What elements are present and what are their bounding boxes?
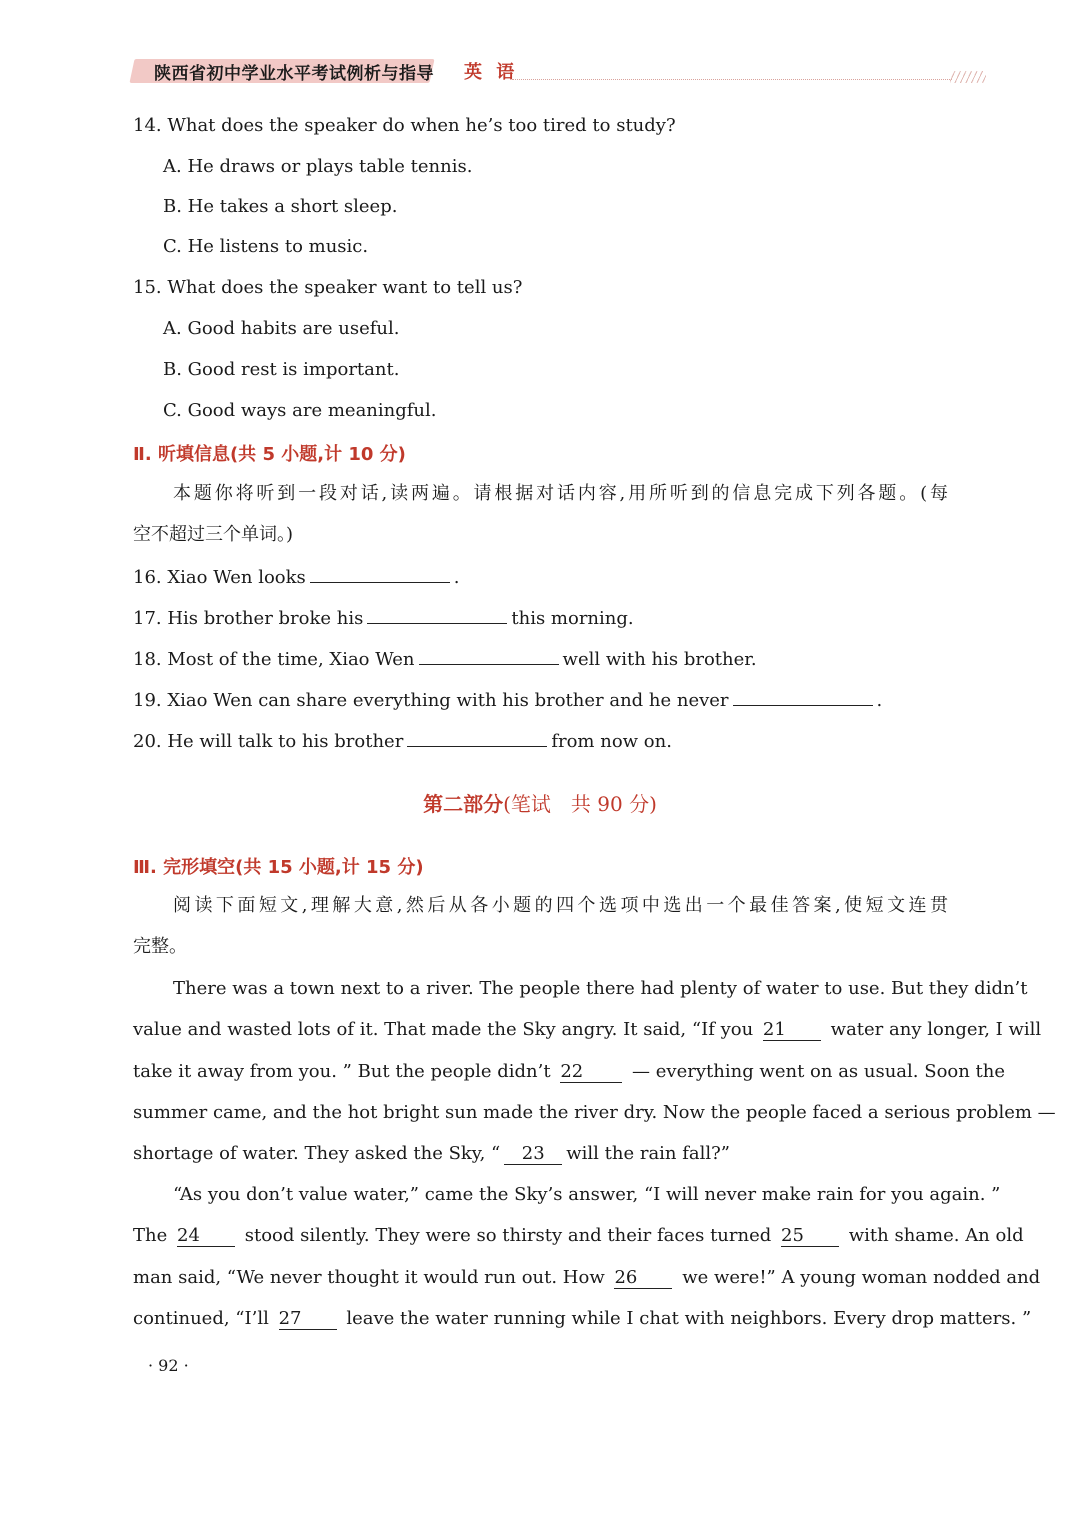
section-2-title: Ⅱ. 听填信息(共 5 小题,计 10 分): [133, 444, 406, 465]
fill-question-18: [133, 646, 757, 672]
question-14-stem: 14. What does the speaker do when he’s too tired to study?: [133, 115, 676, 136]
passage-line-2-b: water any longer, I will: [830, 1019, 1042, 1040]
header-book-title: 陕西省初中学业水平考试例析与指导: [154, 64, 434, 84]
cloze-blank-24[interactable]: 24: [177, 1226, 235, 1247]
question-14-option-b: B. He takes a short sleep.: [163, 196, 398, 217]
passage-line-4: summer came, and the hot bright sun made the river dry. Now the people faced a serious problem —: [133, 1102, 1056, 1123]
fill-question-16: [133, 564, 460, 590]
passage-line-5: [133, 1142, 730, 1166]
fill-19-end: .: [876, 690, 883, 711]
cloze-blank-26[interactable]: 26: [614, 1268, 672, 1289]
fill-18-end: well with his brother.: [562, 649, 757, 670]
fill-question-17: [133, 605, 634, 631]
passage-line-1: There was a town next to a river. The people there had plenty of water to use. But they didn’t: [173, 978, 1028, 999]
passage-line-2-a: value and wasted lots of it. That made the Sky angry. It said, “If you: [133, 1019, 754, 1040]
answer-blank-17[interactable]: [367, 605, 507, 624]
page-header: [132, 57, 852, 85]
section-3-instructions-line-1: 阅读下面短文,理解大意,然后从各小题的四个选项中选出一个最佳答案,使短文连贯: [173, 895, 948, 916]
question-15-stem: 15. What does the speaker want to tell us?: [133, 277, 523, 298]
question-14-option-a: A. He draws or plays table tennis.: [163, 156, 473, 177]
header-hatch-decoration: [950, 71, 986, 83]
fill-17-text: 17. His brother broke his: [133, 608, 364, 629]
passage-line-7-b: stood silently. They were so thirsty and their faces turned: [244, 1225, 772, 1246]
answer-blank-19[interactable]: [733, 687, 873, 706]
fill-question-19: [133, 687, 882, 713]
question-14-option-c: C. He listens to music.: [163, 236, 369, 257]
cloze-blank-27[interactable]: 27: [279, 1309, 337, 1330]
passage-line-9-b: leave the water running while I chat with neighbors. Every drop matters. ”: [346, 1308, 1032, 1329]
passage-line-8: [133, 1266, 1041, 1290]
header-dotted-rule: [512, 79, 952, 80]
passage-line-2: [133, 1018, 1042, 1042]
answer-blank-16[interactable]: [310, 564, 450, 583]
fill-18-text: 18. Most of the time, Xiao Wen: [133, 649, 415, 670]
fill-20-end: from now on.: [551, 731, 672, 752]
passage-line-7: [133, 1224, 1024, 1248]
passage-line-3-a: take it away from you. ” But the people didn’t: [133, 1061, 551, 1082]
fill-16-end: .: [453, 567, 460, 588]
part-2-heading: [0, 788, 1080, 817]
passage-line-6: “As you don’t value water,” came the Sky’s answer, “I will never make rain for you again. ”: [173, 1184, 1001, 1205]
passage-line-3: [133, 1060, 1006, 1084]
section-2-instructions-line-1: 本题你将听到一段对话,读两遍。请根据对话内容,用所听到的信息完成下列各题。(每: [173, 483, 948, 504]
header-subject: 英 语: [464, 62, 519, 83]
answer-blank-18[interactable]: [419, 646, 559, 665]
section-3-instructions-line-2: 完整。: [133, 936, 187, 957]
fill-20-text: 20. He will talk to his brother: [133, 731, 404, 752]
section-2-instructions-line-2: 空不超过三个单词。): [133, 524, 294, 545]
page-number: · 92 ·: [148, 1356, 189, 1375]
part-2-subtitle: (笔试 共 90 分): [503, 792, 657, 816]
cloze-blank-23[interactable]: 23: [504, 1144, 562, 1165]
fill-question-20: [133, 728, 672, 754]
fill-17-end: this morning.: [511, 608, 634, 629]
passage-line-5-a: shortage of water. They asked the Sky, “: [133, 1143, 501, 1164]
passage-line-9: [133, 1307, 1032, 1331]
passage-line-5-b: will the rain fall?”: [566, 1143, 731, 1164]
section-3-title: Ⅲ. 完形填空(共 15 小题,计 15 分): [133, 857, 424, 878]
fill-19-text: 19. Xiao Wen can share everything with his brother and he never: [133, 690, 729, 711]
passage-line-8-a: man said, “We never thought it would run out. How: [133, 1267, 605, 1288]
question-15-option-c: C. Good ways are meaningful.: [163, 400, 437, 421]
passage-line-3-b: — everything went on as usual. Soon the: [632, 1061, 1006, 1082]
passage-line-7-a: The: [133, 1225, 168, 1246]
part-2-title: 第二部分: [423, 792, 504, 816]
question-15-option-b: B. Good rest is important.: [163, 359, 400, 380]
answer-blank-20[interactable]: [407, 728, 547, 747]
question-15-option-a: A. Good habits are useful.: [163, 318, 400, 339]
cloze-blank-22[interactable]: 22: [560, 1062, 622, 1083]
passage-line-8-b: we were!” A young woman nodded and: [682, 1267, 1041, 1288]
cloze-blank-25[interactable]: 25: [781, 1226, 839, 1247]
fill-16-text: 16. Xiao Wen looks: [133, 567, 306, 588]
passage-line-9-a: continued, “I’ll: [133, 1308, 269, 1329]
passage-line-7-c: with shame. An old: [848, 1225, 1024, 1246]
cloze-blank-21[interactable]: 21: [763, 1020, 821, 1041]
